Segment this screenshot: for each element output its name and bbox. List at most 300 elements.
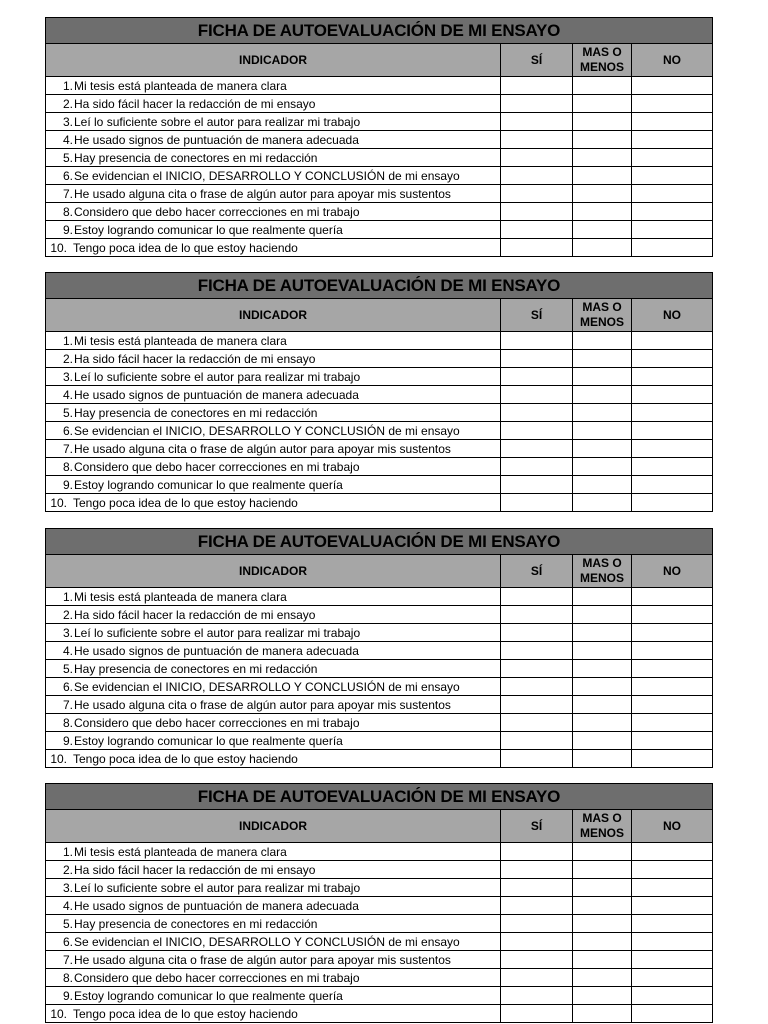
item-number: 9. xyxy=(62,222,73,237)
item-number: 7. xyxy=(62,952,73,967)
more-or-less-cell[interactable] xyxy=(573,131,632,148)
indicator-cell xyxy=(46,167,501,184)
yes-cell[interactable] xyxy=(501,368,573,385)
yes-cell[interactable] xyxy=(501,624,573,641)
item-number: 2. xyxy=(62,351,73,366)
table-row xyxy=(46,897,712,915)
no-cell[interactable] xyxy=(632,77,712,94)
indicator-cell xyxy=(46,696,501,713)
item-text: Se evidencian el INICIO, DESARROLLO Y CONCLUSIÓN de mi ensayo xyxy=(74,423,460,438)
item-number: 1. xyxy=(62,78,73,93)
item-text: Estoy logrando comunicar lo que realmente quería xyxy=(74,988,343,1003)
table-row xyxy=(46,239,712,256)
table-row xyxy=(46,113,712,131)
no-cell[interactable] xyxy=(632,588,712,605)
item-number: 3. xyxy=(62,114,73,129)
item-number: 1. xyxy=(62,844,73,859)
indicator-cell xyxy=(46,987,501,1004)
more-or-less-cell[interactable] xyxy=(573,368,632,385)
header-more-or-less: MAS O MENOS xyxy=(573,44,632,76)
item-number: 3. xyxy=(62,880,73,895)
no-cell[interactable] xyxy=(632,185,712,202)
item-number: 10. xyxy=(50,751,67,766)
no-cell[interactable] xyxy=(632,95,712,112)
indicator-cell xyxy=(46,332,501,349)
more-or-less-cell[interactable] xyxy=(573,185,632,202)
yes-cell[interactable] xyxy=(501,696,573,713)
item-text: Considero que debo hacer correcciones en mi trabajo xyxy=(74,459,360,474)
item-number: 10. xyxy=(50,240,67,255)
no-cell[interactable] xyxy=(632,732,712,749)
table-row xyxy=(46,588,712,606)
item-text: Tengo poca idea de lo que estoy haciendo xyxy=(73,495,298,510)
table-row xyxy=(46,732,712,750)
indicator-cell xyxy=(46,861,501,878)
item-text: Hay presencia de conectores en mi redacción xyxy=(74,150,318,165)
header-no: NO xyxy=(663,307,681,322)
item-text: Leí lo suficiente sobre el autor para realizar mi trabajo xyxy=(74,369,361,384)
more-or-less-cell[interactable] xyxy=(573,332,632,349)
yes-cell[interactable] xyxy=(501,588,573,605)
more-or-less-cell[interactable] xyxy=(573,422,632,439)
table-row xyxy=(46,131,712,149)
yes-cell[interactable] xyxy=(501,642,573,659)
item-number: 4. xyxy=(62,643,73,658)
indicator-cell xyxy=(46,969,501,986)
item-number: 10. xyxy=(50,495,67,510)
item-number: 5. xyxy=(62,405,73,420)
more-or-less-cell[interactable] xyxy=(573,678,632,695)
yes-cell[interactable] xyxy=(501,203,573,220)
no-cell[interactable] xyxy=(632,113,712,130)
yes-cell[interactable] xyxy=(501,77,573,94)
header-yes: SÍ xyxy=(501,555,573,587)
table-row xyxy=(46,861,712,879)
table-row xyxy=(46,696,712,714)
table-row xyxy=(46,458,712,476)
item-number: 10. xyxy=(50,1006,67,1021)
indicator-cell xyxy=(46,458,501,475)
table-row xyxy=(46,494,712,511)
yes-cell[interactable] xyxy=(501,494,573,511)
more-or-less-cell[interactable] xyxy=(573,933,632,950)
table-row xyxy=(46,660,712,678)
indicator-cell xyxy=(46,404,501,421)
table-row xyxy=(46,95,712,113)
item-text: Ha sido fácil hacer la redacción de mi ensayo xyxy=(74,351,316,366)
item-text: Leí lo suficiente sobre el autor para realizar mi trabajo xyxy=(74,114,361,129)
header-indicator: INDICADOR xyxy=(46,810,501,842)
table-row xyxy=(46,606,712,624)
indicator-cell xyxy=(46,843,501,860)
table-row xyxy=(46,350,712,368)
table-row xyxy=(46,987,712,1005)
more-or-less-cell[interactable] xyxy=(573,642,632,659)
indicator-cell xyxy=(46,131,501,148)
yes-cell[interactable] xyxy=(501,951,573,968)
more-or-less-cell[interactable] xyxy=(573,77,632,94)
no-cell[interactable] xyxy=(632,915,712,932)
more-or-less-cell[interactable] xyxy=(573,95,632,112)
indicator-cell xyxy=(46,422,501,439)
item-number: 8. xyxy=(62,204,73,219)
indicator-cell xyxy=(46,113,501,130)
more-or-less-cell[interactable] xyxy=(573,951,632,968)
more-or-less-cell[interactable] xyxy=(573,861,632,878)
indicator-cell xyxy=(46,714,501,731)
header-indicator: INDICADOR xyxy=(46,555,501,587)
table-row xyxy=(46,440,712,458)
table-row xyxy=(46,221,712,239)
more-or-less-cell[interactable] xyxy=(573,494,632,511)
no-cell[interactable] xyxy=(632,422,712,439)
table-row xyxy=(46,879,712,897)
more-or-less-cell[interactable] xyxy=(573,386,632,403)
header-yes: SÍ xyxy=(501,44,573,76)
no-cell[interactable] xyxy=(632,861,712,878)
table-row xyxy=(46,915,712,933)
header-no: NO xyxy=(663,52,681,67)
item-number: 3. xyxy=(62,625,73,640)
header-more-or-less: MAS O MENOS xyxy=(573,810,632,842)
item-text: Estoy logrando comunicar lo que realmente quería xyxy=(74,733,343,748)
table-header xyxy=(46,299,712,332)
yes-cell[interactable] xyxy=(501,476,573,493)
no-cell[interactable] xyxy=(632,332,712,349)
item-number: 9. xyxy=(62,477,73,492)
more-or-less-cell[interactable] xyxy=(573,440,632,457)
yes-cell[interactable] xyxy=(501,933,573,950)
item-number: 2. xyxy=(62,862,73,877)
header-indicator: INDICADOR xyxy=(46,44,501,76)
no-cell[interactable] xyxy=(632,386,712,403)
yes-cell[interactable] xyxy=(501,404,573,421)
item-number: 5. xyxy=(62,916,73,931)
no-cell[interactable] xyxy=(632,606,712,623)
item-text: Hay presencia de conectores en mi redacción xyxy=(74,916,318,931)
header-yes: SÍ xyxy=(501,810,573,842)
item-number: 6. xyxy=(62,423,73,438)
no-cell[interactable] xyxy=(632,131,712,148)
item-text: Estoy logrando comunicar lo que realmente quería xyxy=(74,477,343,492)
yes-cell[interactable] xyxy=(501,678,573,695)
yes-cell[interactable] xyxy=(501,149,573,166)
more-or-less-cell[interactable] xyxy=(573,149,632,166)
yes-cell[interactable] xyxy=(501,350,573,367)
yes-cell[interactable] xyxy=(501,95,573,112)
item-text: Hay presencia de conectores en mi redacción xyxy=(74,405,318,420)
item-text: Leí lo suficiente sobre el autor para realizar mi trabajo xyxy=(74,880,361,895)
item-number: 8. xyxy=(62,970,73,985)
item-text: Mi tesis está planteada de manera clara xyxy=(74,589,287,604)
sheet-title: FICHA DE AUTOEVALUACIÓN DE MI ENSAYO xyxy=(46,529,712,555)
no-cell[interactable] xyxy=(632,404,712,421)
table-row xyxy=(46,368,712,386)
item-text: He usado alguna cita o frase de algún autor para apoyar mis sustentos xyxy=(74,697,451,712)
item-number: 5. xyxy=(62,661,73,676)
indicator-cell xyxy=(46,440,501,457)
indicator-cell xyxy=(46,350,501,367)
item-text: Mi tesis está planteada de manera clara xyxy=(74,333,287,348)
header-indicator: INDICADOR xyxy=(46,299,501,331)
indicator-cell xyxy=(46,494,501,511)
item-text: Se evidencian el INICIO, DESARROLLO Y CONCLUSIÓN de mi ensayo xyxy=(74,168,460,183)
item-text: Considero que debo hacer correcciones en mi trabajo xyxy=(74,204,360,219)
header-yes: SÍ xyxy=(501,299,573,331)
indicator-cell xyxy=(46,239,501,256)
table-row xyxy=(46,77,712,95)
yes-cell[interactable] xyxy=(501,440,573,457)
table-row xyxy=(46,332,712,350)
item-text: Mi tesis está planteada de manera clara xyxy=(74,844,287,859)
more-or-less-cell[interactable] xyxy=(573,221,632,238)
evaluation-sheet xyxy=(45,528,713,768)
no-cell[interactable] xyxy=(632,350,712,367)
more-or-less-cell[interactable] xyxy=(573,915,632,932)
item-number: 9. xyxy=(62,988,73,1003)
item-number: 8. xyxy=(62,459,73,474)
item-number: 6. xyxy=(62,168,73,183)
no-cell[interactable] xyxy=(632,642,712,659)
more-or-less-cell[interactable] xyxy=(573,714,632,731)
yes-cell[interactable] xyxy=(501,113,573,130)
table-row xyxy=(46,969,712,987)
item-number: 1. xyxy=(62,589,73,604)
item-number: 7. xyxy=(62,186,73,201)
no-cell[interactable] xyxy=(632,203,712,220)
no-cell[interactable] xyxy=(632,897,712,914)
no-cell[interactable] xyxy=(632,458,712,475)
indicator-cell xyxy=(46,606,501,623)
yes-cell[interactable] xyxy=(501,332,573,349)
indicator-cell xyxy=(46,660,501,677)
yes-cell[interactable] xyxy=(501,750,573,767)
table-row xyxy=(46,167,712,185)
item-number: 1. xyxy=(62,333,73,348)
sheet-title: FICHA DE AUTOEVALUACIÓN DE MI ENSAYO xyxy=(46,18,712,44)
indicator-cell xyxy=(46,915,501,932)
table-header xyxy=(46,810,712,843)
item-number: 8. xyxy=(62,715,73,730)
table-row xyxy=(46,624,712,642)
indicator-cell xyxy=(46,750,501,767)
yes-cell[interactable] xyxy=(501,732,573,749)
item-text: Tengo poca idea de lo que estoy haciendo xyxy=(73,1006,298,1021)
indicator-cell xyxy=(46,951,501,968)
no-cell[interactable] xyxy=(632,149,712,166)
table-row xyxy=(46,185,712,203)
header-more-or-less: MAS O MENOS xyxy=(573,299,632,331)
more-or-less-cell[interactable] xyxy=(573,606,632,623)
more-or-less-cell[interactable] xyxy=(573,897,632,914)
item-number: 2. xyxy=(62,607,73,622)
item-text: Se evidencian el INICIO, DESARROLLO Y CONCLUSIÓN de mi ensayo xyxy=(74,679,460,694)
no-cell[interactable] xyxy=(632,969,712,986)
item-text: Ha sido fácil hacer la redacción de mi ensayo xyxy=(74,862,316,877)
no-cell[interactable] xyxy=(632,494,712,511)
item-number: 7. xyxy=(62,697,73,712)
more-or-less-cell[interactable] xyxy=(573,113,632,130)
more-or-less-cell[interactable] xyxy=(573,843,632,860)
indicator-cell xyxy=(46,933,501,950)
table-row xyxy=(46,149,712,167)
more-or-less-cell[interactable] xyxy=(573,239,632,256)
no-cell[interactable] xyxy=(632,167,712,184)
yes-cell[interactable] xyxy=(501,167,573,184)
no-cell[interactable] xyxy=(632,951,712,968)
item-number: 4. xyxy=(62,387,73,402)
yes-cell[interactable] xyxy=(501,221,573,238)
indicator-cell xyxy=(46,149,501,166)
item-number: 2. xyxy=(62,96,73,111)
more-or-less-cell[interactable] xyxy=(573,203,632,220)
table-row xyxy=(46,404,712,422)
yes-cell[interactable] xyxy=(501,861,573,878)
indicator-cell xyxy=(46,221,501,238)
indicator-cell xyxy=(46,879,501,896)
table-row xyxy=(46,642,712,660)
more-or-less-cell[interactable] xyxy=(573,476,632,493)
yes-cell[interactable] xyxy=(501,239,573,256)
indicator-cell xyxy=(46,732,501,749)
sheet-title: FICHA DE AUTOEVALUACIÓN DE MI ENSAYO xyxy=(46,273,712,299)
yes-cell[interactable] xyxy=(501,915,573,932)
yes-cell[interactable] xyxy=(501,714,573,731)
header-more-or-less: MAS O MENOS xyxy=(573,555,632,587)
table-row xyxy=(46,843,712,861)
item-text: He usado signos de puntuación de manera adecuada xyxy=(74,898,359,913)
no-cell[interactable] xyxy=(632,696,712,713)
item-text: He usado signos de puntuación de manera adecuada xyxy=(74,643,359,658)
indicator-cell xyxy=(46,95,501,112)
table-row xyxy=(46,386,712,404)
table-header xyxy=(46,44,712,77)
yes-cell[interactable] xyxy=(501,386,573,403)
item-text: He usado alguna cita o frase de algún autor para apoyar mis sustentos xyxy=(74,186,451,201)
no-cell[interactable] xyxy=(632,440,712,457)
no-cell[interactable] xyxy=(632,750,712,767)
more-or-less-cell[interactable] xyxy=(573,167,632,184)
yes-cell[interactable] xyxy=(501,422,573,439)
yes-cell[interactable] xyxy=(501,660,573,677)
indicator-cell xyxy=(46,203,501,220)
no-cell[interactable] xyxy=(632,368,712,385)
indicator-cell xyxy=(46,368,501,385)
more-or-less-cell[interactable] xyxy=(573,879,632,896)
item-number: 4. xyxy=(62,132,73,147)
no-cell[interactable] xyxy=(632,221,712,238)
item-number: 9. xyxy=(62,733,73,748)
indicator-cell xyxy=(46,185,501,202)
indicator-cell xyxy=(46,476,501,493)
table-header xyxy=(46,555,712,588)
table-row xyxy=(46,750,712,767)
yes-cell[interactable] xyxy=(501,458,573,475)
table-row xyxy=(46,933,712,951)
more-or-less-cell[interactable] xyxy=(573,404,632,421)
indicator-cell xyxy=(46,642,501,659)
no-cell[interactable] xyxy=(632,239,712,256)
no-cell[interactable] xyxy=(632,624,712,641)
item-text: Considero que debo hacer correcciones en mi trabajo xyxy=(74,715,360,730)
item-text: He usado signos de puntuación de manera adecuada xyxy=(74,132,359,147)
more-or-less-cell[interactable] xyxy=(573,732,632,749)
indicator-cell xyxy=(46,897,501,914)
header-no: NO xyxy=(663,563,681,578)
no-cell[interactable] xyxy=(632,843,712,860)
no-cell[interactable] xyxy=(632,678,712,695)
header-no: NO xyxy=(663,818,681,833)
item-text: Mi tesis está planteada de manera clara xyxy=(74,78,287,93)
yes-cell[interactable] xyxy=(501,879,573,896)
yes-cell[interactable] xyxy=(501,1005,573,1022)
table-row xyxy=(46,1005,712,1022)
item-text: He usado alguna cita o frase de algún autor para apoyar mis sustentos xyxy=(74,952,451,967)
item-number: 7. xyxy=(62,441,73,456)
more-or-less-cell[interactable] xyxy=(573,350,632,367)
item-text: Hay presencia de conectores en mi redacción xyxy=(74,661,318,676)
yes-cell[interactable] xyxy=(501,987,573,1004)
item-number: 6. xyxy=(62,934,73,949)
no-cell[interactable] xyxy=(632,660,712,677)
indicator-cell xyxy=(46,1005,501,1022)
item-text: Tengo poca idea de lo que estoy haciendo xyxy=(73,240,298,255)
table-row xyxy=(46,714,712,732)
indicator-cell xyxy=(46,588,501,605)
yes-cell[interactable] xyxy=(501,969,573,986)
more-or-less-cell[interactable] xyxy=(573,696,632,713)
no-cell[interactable] xyxy=(632,476,712,493)
no-cell[interactable] xyxy=(632,933,712,950)
evaluation-sheet xyxy=(45,783,713,1023)
more-or-less-cell[interactable] xyxy=(573,987,632,1004)
more-or-less-cell[interactable] xyxy=(573,660,632,677)
indicator-cell xyxy=(46,77,501,94)
item-text: Ha sido fácil hacer la redacción de mi ensayo xyxy=(74,96,316,111)
more-or-less-cell[interactable] xyxy=(573,624,632,641)
item-number: 5. xyxy=(62,150,73,165)
sheet-title: FICHA DE AUTOEVALUACIÓN DE MI ENSAYO xyxy=(46,784,712,810)
indicator-cell xyxy=(46,624,501,641)
table-row xyxy=(46,203,712,221)
item-text: Se evidencian el INICIO, DESARROLLO Y CONCLUSIÓN de mi ensayo xyxy=(74,934,460,949)
indicator-cell xyxy=(46,678,501,695)
item-number: 3. xyxy=(62,369,73,384)
more-or-less-cell[interactable] xyxy=(573,1005,632,1022)
more-or-less-cell[interactable] xyxy=(573,750,632,767)
more-or-less-cell[interactable] xyxy=(573,458,632,475)
item-text: Leí lo suficiente sobre el autor para realizar mi trabajo xyxy=(74,625,361,640)
more-or-less-cell[interactable] xyxy=(573,588,632,605)
no-cell[interactable] xyxy=(632,987,712,1004)
yes-cell[interactable] xyxy=(501,606,573,623)
yes-cell[interactable] xyxy=(501,185,573,202)
item-text: Considero que debo hacer correcciones en mi trabajo xyxy=(74,970,360,985)
evaluation-sheet xyxy=(45,272,713,512)
table-row xyxy=(46,951,712,969)
item-text: Tengo poca idea de lo que estoy haciendo xyxy=(73,751,298,766)
yes-cell[interactable] xyxy=(501,131,573,148)
evaluation-sheet xyxy=(45,17,713,257)
item-text: Estoy logrando comunicar lo que realmente quería xyxy=(74,222,343,237)
yes-cell[interactable] xyxy=(501,897,573,914)
no-cell[interactable] xyxy=(632,879,712,896)
yes-cell[interactable] xyxy=(501,843,573,860)
no-cell[interactable] xyxy=(632,714,712,731)
more-or-less-cell[interactable] xyxy=(573,969,632,986)
table-row xyxy=(46,422,712,440)
no-cell[interactable] xyxy=(632,1005,712,1022)
